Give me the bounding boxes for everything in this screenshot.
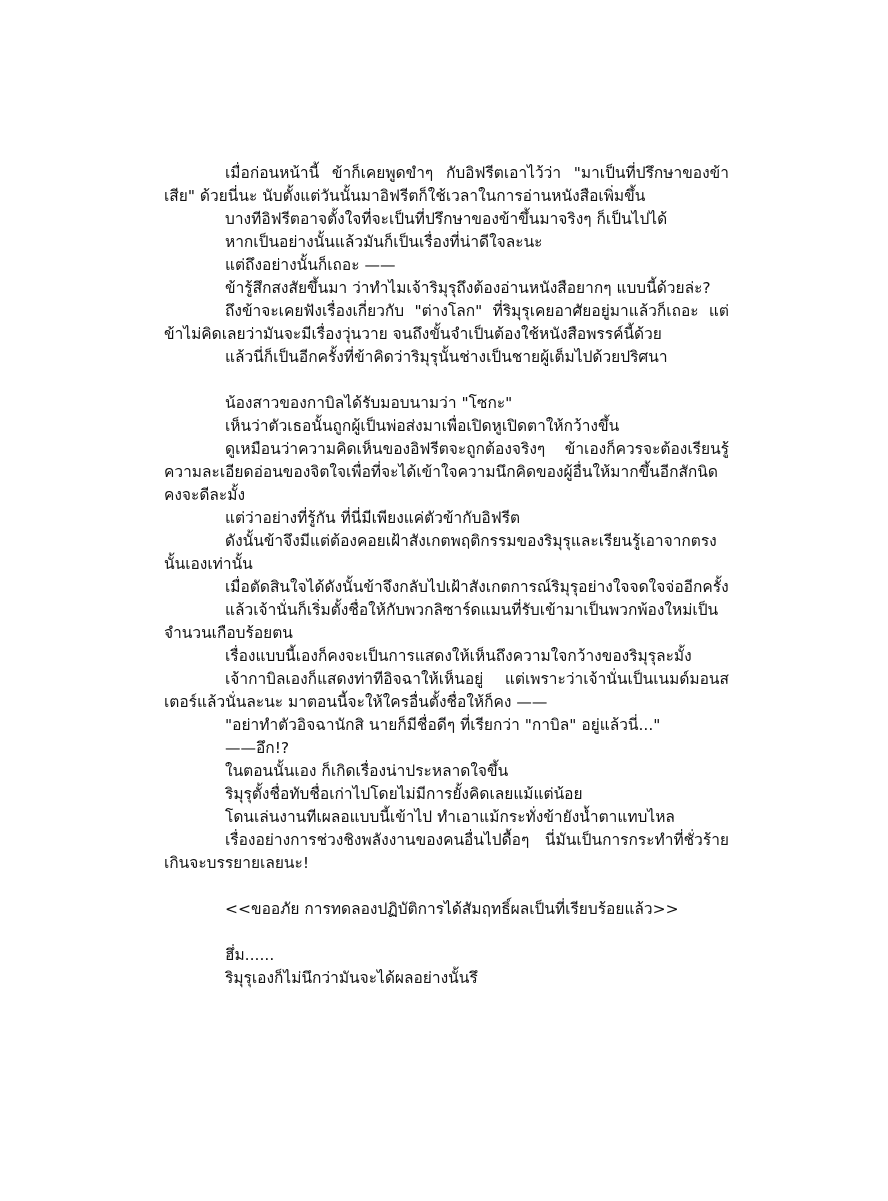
- paragraph: โดนเล่นงานทีเผลอแบบนี้เข้าไป ทำเอาแม้กระทั่งข้ายังน้ำตาแทบไหล: [225, 808, 675, 826]
- paragraph: ——อึก!?: [225, 739, 290, 757]
- paragraph: ในตอนนั้นเอง ก็เกิดเรื่องน่าประหลาดใจขึ้น: [225, 762, 509, 780]
- paragraph: ข้ารู้สึกสงสัยขึ้นมา ว่าทำไมเจ้าริมุรุถึงต้องอ่านหนังสือยากๆ แบบนี้ด้วยล่ะ?: [225, 279, 711, 297]
- paragraph-gap: [164, 369, 729, 392]
- paragraph-gap: [164, 875, 729, 898]
- paragraph-gap: [164, 921, 729, 944]
- paragraph: <<ขออภัย การทดลองปฏิบัติการได้สัมฤทธิ์ผลเป็นที่เรียบร้อยแล้ว>>: [225, 900, 679, 918]
- paragraph: แต่ถึงอย่างนั้นก็เถอะ ——: [225, 256, 396, 274]
- paragraph: ถึงข้าจะเคยฟังเรื่องเกี่ยวกับ "ต่างโลก" ที่ริมุรุเคยอาศัยอยู่มาแล้วก็เถอะ แต่ข้าไม่คิดเลยว่ามันจะมีเรื่องวุ่นวาย จนถึงขั้นจำเป็นต้องใช้หนังสือพรรค์นี้ด้วย: [164, 302, 729, 343]
- paragraph: เรื่องแบบนี้เองก็คงจะเป็นการแสดงให้เห็นถึงความใจกว้างของริมุรุละมั้ง: [225, 647, 692, 665]
- paragraph: แล้วเจ้านั่นก็เริ่มตั้งชื่อให้กับพวกลิซาร์ดแมนที่รับเข้ามาเป็นพวกพ้องใหม่เป็นจำนวนเกือบร้อยตน: [164, 601, 719, 642]
- paragraph: ฮึ่ม......: [225, 946, 275, 964]
- paragraph: เมื่อตัดสินใจได้ดังนั้นข้าจึงกลับไปเฝ้าสังเกตการณ์ริมุรุอย่างใจจดใจจ่ออีกครั้ง: [225, 578, 729, 596]
- paragraph: แต่ว่าอย่างที่รู้กัน ที่นี่มีเพียงแค่ตัวข้ากับอิฟรีต: [225, 509, 521, 527]
- paragraph: เรื่องอย่างการช่วงชิงพลังงานของคนอื่นไปดื้อๆ นี่มันเป็นการกระทำที่ชั่วร้ายเกินจะบรรยายเลยนะ!: [164, 831, 729, 872]
- paragraph: แล้วนี่ก็เป็นอีกครั้งที่ข้าคิดว่าริมุรุนั้นช่างเป็นชายผู้เต็มไปด้วยปริศนา: [225, 348, 668, 366]
- paragraph: เห็นว่าตัวเธอนั้นถูกผู้เป็นพ่อส่งมาเพื่อเปิดหูเปิดตาให้กว้างขึ้น: [225, 417, 620, 435]
- paragraph: หากเป็นอย่างนั้นแล้วมันก็เป็นเรื่องที่น่าดีใจละนะ: [225, 233, 543, 251]
- paragraph: บางทีอิฟรีตอาจตั้งใจที่จะเป็นที่ปรึกษาของข้าขึ้นมาจริงๆ ก็เป็นไปได้: [225, 210, 668, 228]
- paragraph: เจ้ากาบิลเองก็แสดงท่าทีอิจฉาให้เห็นอยู่ แต่เพราะว่าเจ้านั่นเป็นเนมด์มอนสเตอร์แล้วนั่นละนะ มาตอนนี้จะให้ใครอื่นตั้งชื่อให้ก็คง ——: [164, 670, 729, 711]
- paragraph: "อย่าทำตัวอิจฉานักสิ นายก็มีชื่อดีๆ ที่เรียกว่า "กาบิล" อยู่แล้วนี่...": [225, 716, 661, 734]
- paragraph: น้องสาวของกาบิลได้รับมอบนามว่า "โซกะ": [225, 394, 513, 412]
- paragraph: ริมุรุตั้งชื่อทับชื่อเก่าไปโดยไม่มีการยั้งคิดเลยแม้แต่น้อย: [225, 785, 583, 803]
- paragraph: เมื่อก่อนหน้านี้ ข้าก็เคยพูดขำๆ กับอิฟรีตเอาไว้ว่า "มาเป็นที่ปรึกษาของข้าเสีย" ด้วยนี่นะ นับตั้งแต่วันนั้นมาอิฟรีตก็ใช้เวลาในการอ่านหนังสือเพิ่มขึ้น: [164, 164, 729, 205]
- paragraph: ริมุรุเองก็ไม่นึกว่ามันจะได้ผลอย่างนั้นรึ: [225, 969, 478, 987]
- paragraph: ดังนั้นข้าจึงมีแต่ต้องคอยเฝ้าสังเกตพฤติกรรมของริมุรุและเรียนรู้เอาจากตรงนั้นเองเท่านั้น: [164, 532, 717, 573]
- document-body: [164, 162, 729, 990]
- paragraph: ดูเหมือนว่าความคิดเห็นของอิฟรีตจะถูกต้องจริงๆ ข้าเองก็ควรจะต้องเรียนรู้ความละเอียดอ่อนของจิตใจเพื่อที่จะได้เข้าใจความนึกคิดของผู้อื่นให้มากขึ้นอีกสักนิด คงจะดีละมั้ง: [164, 440, 729, 504]
